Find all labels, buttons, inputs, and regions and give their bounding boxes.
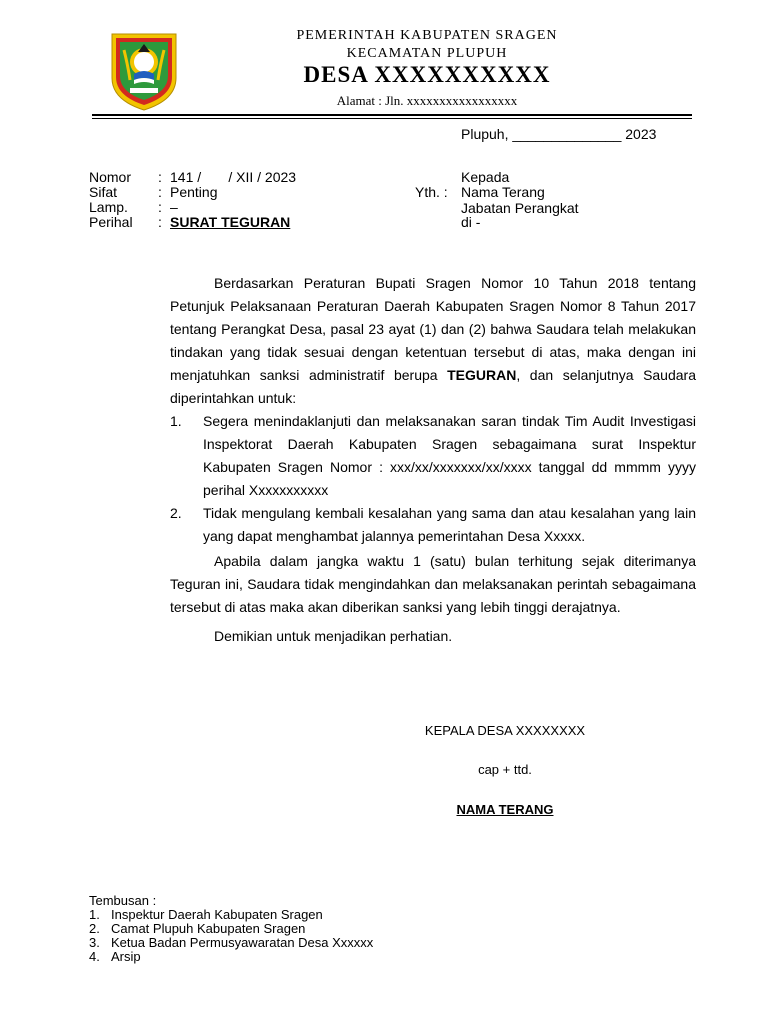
body-paragraph-2: Apabila dalam jangka waktu 1 (satu) bulan terhitung sejak diterimanya Teguran ini, Saudara tidak mengindahkan dan melaksanakan perintah sebagaimana tersebut di atas maka akan diberikan sanksi yang lebih tinggi derajatnya. [170, 553, 696, 615]
signature-name: NAMA TERANG [456, 802, 554, 817]
body-paragraph-1 [170, 272, 696, 410]
colon: : [158, 184, 162, 200]
list-item [89, 950, 373, 964]
body-paragraph-1-text: Berdasarkan Peraturan Bupati Sragen Nomor 10 Tahun 2018 tentang Petunjuk Pelaksanaan Peraturan Daerah Kabupaten Sragen Nomor 8 Tahun 2017 tentang Perangkat Desa, pasal 23 ayat (1) dan (2) bahwa Saudara telah melakukan tindakan yang tidak sesuai dengan ketentuan tersebut di atas, maka dengan ini menjatuhkan sanksi administratif berupa [170, 275, 696, 383]
recipient-kepada: Kepada [461, 169, 510, 185]
perihal-label: Perihal [89, 214, 133, 230]
signature-stamp: cap + ttd. [478, 762, 532, 777]
recipient-block [415, 170, 695, 232]
signature-title: KEPALA DESA XXXXXXXX [424, 723, 586, 738]
recipient-name: Nama Terang [461, 184, 545, 200]
colon: : [158, 199, 162, 215]
body-emphasis-teguran: TEGURAN [447, 367, 517, 383]
letterhead-address: Alamat : Jln. xxxxxxxxxxxxxxxxx [336, 93, 518, 108]
list-item-number: 2. [89, 921, 100, 936]
list-item [89, 908, 373, 922]
list-item-number: 2. [170, 505, 182, 521]
list-item [170, 502, 696, 548]
list-item [89, 922, 373, 936]
list-item-text: Camat Plupuh Kabupaten Sragen [111, 921, 306, 936]
header-divider-thin [92, 118, 692, 119]
recipient-location: di - [461, 214, 481, 230]
sifat-value: Penting [170, 184, 218, 200]
sragen-regency-emblem-icon [108, 30, 180, 112]
tembusan-title: Tembusan : [89, 893, 157, 908]
recipient-position: Jabatan Perangkat [461, 200, 579, 216]
recipient-yth: Yth. : [415, 184, 448, 200]
list-item-text: Tidak mengulang kembali kesalahan yang sama dan atau kesalahan yang lain yang dapat menghambat jalannya pemerintahan Desa Xxxxx. [203, 505, 696, 544]
list-item-number: 1. [89, 907, 100, 922]
body-paragraph-3: Demikian untuk menjadikan perhatian. [214, 628, 453, 644]
nomor-value: 141 / / XII / 2023 [170, 169, 297, 185]
letterhead-village: DESA XXXXXXXXXX [303, 62, 551, 87]
tembusan-block [89, 894, 373, 964]
colon: : [158, 169, 162, 185]
letter-body [170, 272, 696, 648]
colon: : [158, 214, 162, 230]
list-item-number: 1. [170, 413, 182, 429]
body-paragraph-1-tail: , dan selanjutnya Saudara diperintahkan untuk: [170, 367, 696, 406]
place-date: Plupuh, ______________ 2023 [461, 126, 657, 142]
list-item-number: 4. [89, 949, 100, 964]
list-item [89, 936, 373, 950]
perihal-value: SURAT TEGURAN [170, 214, 291, 230]
letter-meta [0, 170, 450, 232]
list-item-text: Arsip [111, 949, 141, 964]
list-item-text: Ketua Badan Permusyawaratan Desa Xxxxxx [111, 935, 374, 950]
header-divider-thick [92, 114, 692, 116]
instruction-list [170, 410, 696, 548]
list-item-text: Inspektur Daerah Kabupaten Sragen [111, 907, 323, 922]
list-item-number: 3. [89, 935, 100, 950]
lamp-value: – [170, 199, 178, 215]
letterhead-district: KECAMATAN PLUPUH [346, 46, 508, 61]
list-item [170, 410, 696, 502]
sifat-label: Sifat [89, 184, 118, 200]
list-item-text: Segera menindaklanjuti dan melaksanakan saran tindak Tim Audit Investigasi Inspektorat Daerah Kabupaten Sragen sebagaimana surat Inspektur Kabupaten Sragen Nomor : xxx/xx/xxxxxxx/xx/xxxx tanggal dd mmmm yyyy perihal Xxxxxxxxxxx [203, 413, 696, 498]
letterhead-government: PEMERINTAH KABUPATEN SRAGEN [296, 28, 558, 43]
lamp-label: Lamp. [89, 199, 128, 215]
nomor-label: Nomor [89, 169, 132, 185]
